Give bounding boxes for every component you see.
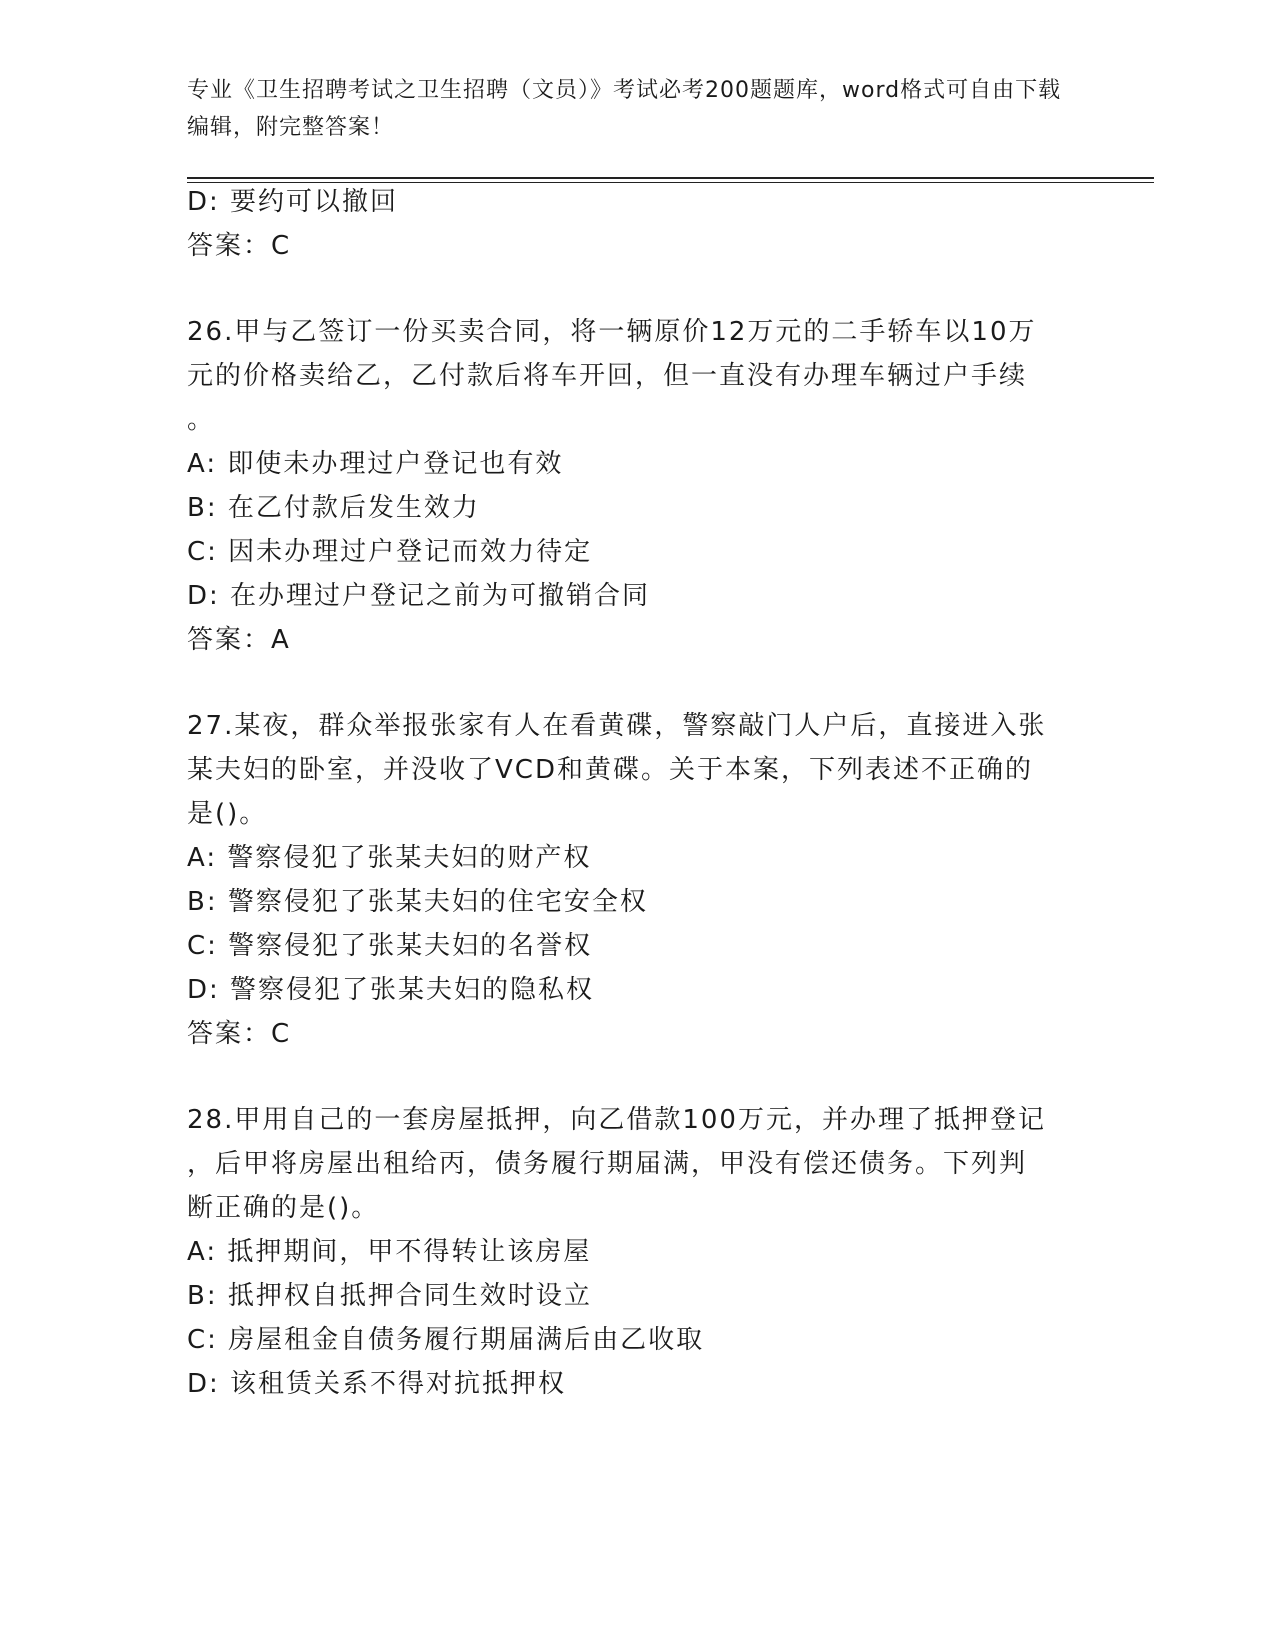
q28-option-b: B: 抵押权自抵押合同生效时设立 (187, 1281, 592, 1311)
q26-answer: 答案：A (187, 625, 291, 655)
q27-option-b: B: 警察侵犯了张某夫妇的住宅安全权 (187, 887, 648, 917)
q28-line1: 28.甲用自己的一套房屋抵押，向乙借款100万元，并办理了抵押登记 (187, 1105, 1046, 1135)
q27-option-a: A: 警察侵犯了张某夫妇的财产权 (187, 843, 592, 873)
q28-line2: ，后甲将房屋出租给丙，债务履行期届满，甲没有偿还债务。下列判 (187, 1149, 1028, 1179)
q27-option-d: D: 警察侵犯了张某夫妇的隐私权 (187, 975, 595, 1005)
q27-line1: 27.某夜，群众举报张家有人在看黄碟，警察敲门人户后，直接进入张 (187, 711, 1047, 741)
prev-answer: 答案：C (187, 231, 292, 261)
q27-answer: 答案：C (187, 1019, 292, 1049)
q26-line1: 26.甲与乙签订一份买卖合同，将一辆原价12万元的二手轿车以10万 (187, 317, 1037, 347)
q27-line3: 是()。 (187, 799, 268, 829)
q26-option-d: D: 在办理过户登记之前为可撤销合同 (187, 581, 651, 611)
page-header-text: 专业《卫生招聘考试之卫生招聘（文员）》考试必考200题题库，word格式可自由下载编辑，附完整答案！ (187, 78, 1062, 140)
q27-option-c: C: 警察侵犯了张某夫妇的名誉权 (187, 931, 593, 961)
q28-option-c: C: 房屋租金自债务履行期届满后由乙收取 (187, 1325, 705, 1355)
header-divider-thick (187, 177, 1154, 179)
q28-line3: 断正确的是()。 (187, 1193, 380, 1223)
q26-line2: 元的价格卖给乙，乙付款后将车开回，但一直没有办理车辆过户手续 (187, 361, 1028, 391)
q28-option-a: A: 抵押期间，甲不得转让该房屋 (187, 1237, 592, 1267)
prev-option-d: D: 要约可以撤回 (187, 187, 399, 217)
q28-option-d: D: 该租赁关系不得对抗抵押权 (187, 1369, 567, 1399)
q26-line3: 。 (187, 405, 216, 435)
q26-option-c: C: 因未办理过户登记而效力待定 (187, 537, 593, 567)
q26-option-b: B: 在乙付款后发生效力 (187, 493, 480, 523)
q27-line2: 某夫妇的卧室，并没收了VCD和黄碟。关于本案，下列表述不正确的 (187, 755, 1033, 785)
q26-option-a: A: 即使未办理过户登记也有效 (187, 449, 564, 479)
